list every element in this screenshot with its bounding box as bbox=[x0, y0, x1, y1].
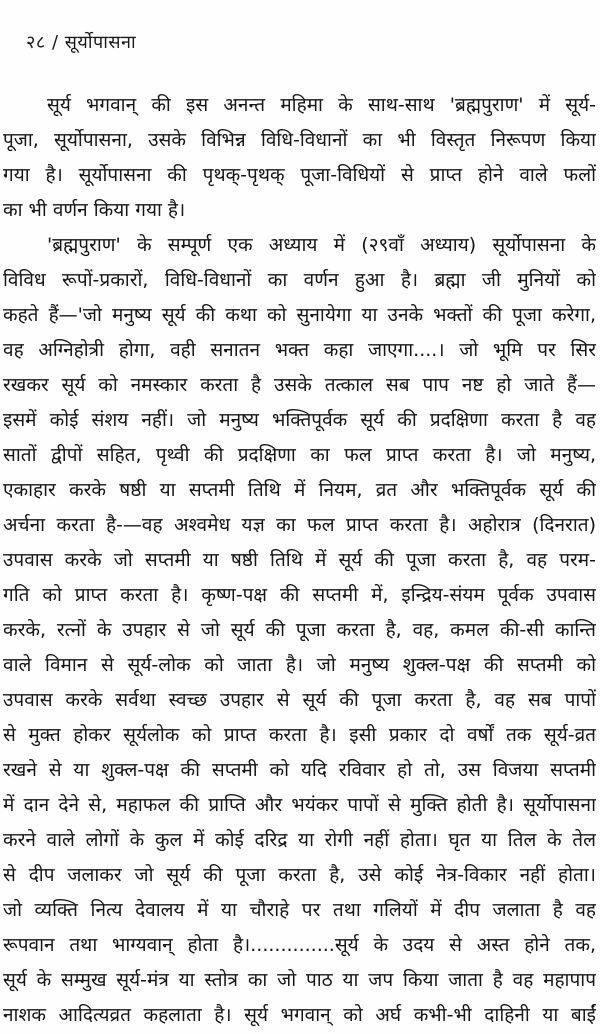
text-line: उपवास करके जो सप्तमी या षष्ठी तिथि में सूर्य की पूजा करता है, वह परम- bbox=[3, 549, 596, 571]
text-line: नाशक आदित्यव्रत कहलाता है। सूर्य भगवान् को अर्घ कभी-भी दाहिनी या बाईं bbox=[3, 1004, 596, 1026]
text-line: गति को प्राप्त करता है। कृष्ण-पक्ष की सप्तमी में, इन्द्रिय-संयम पूर्वक उपवास bbox=[3, 584, 596, 606]
text-line: इसमें कोई संशय नहीं। जो मनुष्य भक्तिपूर्वक सूर्य की प्रदक्षिणा करता है वह bbox=[3, 409, 596, 431]
text-line: जो व्यक्ति नित्य देवालय में या चौराहे पर तथा गलियों में दीप जलाता है वह bbox=[3, 899, 596, 921]
paragraph bbox=[3, 228, 596, 1033]
text-line: करके, रत्नों के उपहार से जो सूर्य की पूजा करता है, वह, कमल की-सी कान्ति bbox=[3, 619, 596, 641]
text-line: कहते हैं—'जो मनुष्य सूर्य की कथा को सुनायेगा या उनके भक्तों की पूजा करेगा, bbox=[3, 304, 596, 326]
text-line: रखकर सूर्य को नमस्कार करता है उसके तत्काल सब पाप नष्ट हो जाते हैं— bbox=[3, 374, 596, 396]
text-line: विविध रूपों-प्रकारों, विधि-विधानों का वर्णन हुआ है। ब्रह्मा जी मुनियों को bbox=[3, 269, 596, 291]
paragraph bbox=[3, 88, 596, 228]
text-line: में दान देने से, महाफल की प्राप्ति और भयंकर पापों से मुक्ति होती है। सूर्योपासना bbox=[3, 794, 596, 816]
text-line: सूर्य के सम्मुख सूर्य-मंत्र या स्तोत्र का जो पाठ या जप किया जाता है वह महापाप bbox=[3, 969, 596, 991]
text-line: वह अग्निहोत्री होगा, वही सनातन भक्त कहा जाएगा....। जो भूमि पर सिर bbox=[3, 339, 596, 361]
text-line: से मुक्त होकर सूर्यलोक को प्राप्त करता है। इसी प्रकार दो वर्षों तक सूर्य-व्रत bbox=[3, 724, 596, 746]
text-line: रूपवान तथा भाग्यवान् होता है।..............सूर्य के उदय से अस्त होने तक, bbox=[3, 934, 596, 956]
text-line: एकाहार करके षष्ठी या सप्तमी तिथि में नियम, व्रत और भक्तिपूर्वक सूर्य की bbox=[3, 479, 596, 501]
text-line: सातों द्वीपों सहित, पृथ्वी की प्रदक्षिणा का फल प्राप्त करता है। जो मनुष्य, bbox=[3, 444, 596, 466]
text-line: रखने से या शुक्ल-पक्ष की सप्तमी को यदि रविवार हो तो, उस विजया सप्तमी bbox=[3, 759, 596, 781]
page-header: २८ / सूर्योपासना bbox=[26, 32, 137, 53]
page-body bbox=[3, 88, 596, 1033]
text-line: गया है। सूर्योपासना की पृथक्-पृथक् पूजा-विधियों से प्राप्त होने वाले फलों bbox=[3, 164, 596, 186]
text-line: अर्चना करता है-—वह अश्वमेध यज्ञ का फल प्राप्त करता है। अहोरात्र (दिनरात) bbox=[3, 514, 596, 536]
text-line: पूजा, सूर्योपासना, उसके विभिन्न विधि-विधानों का भी विस्तृत निरूपण किया bbox=[3, 129, 596, 151]
text-line: का भी वर्णन किया गया है। bbox=[3, 199, 186, 221]
text-line: 'ब्रह्मपुराण' के सम्पूर्ण एक अध्याय में (२९वाँ अध्याय) सूर्योपासना के bbox=[47, 234, 596, 256]
text-line: वाले विमान से सूर्य-लोक को जाता है। जो मनुष्य शुक्ल-पक्ष की सप्तमी को bbox=[3, 654, 596, 676]
text-line: उपवास करके सर्वथा स्वच्छ उपहार से सूर्य की पूजा करता है, वह सब पापों bbox=[3, 689, 596, 711]
text-line: से दीप जलाकर जो सूर्य की पूजा करता है, उसे कोई नेत्र-विकार नहीं होता। bbox=[3, 864, 596, 886]
text-line: सूर्य भगवान् की इस अनन्त महिमा के साथ-साथ 'ब्रह्मपुराण' में सूर्य- bbox=[47, 94, 596, 116]
text-line: करने वाले लोगों के कुल में कोई दरिद्र या रोगी नहीं होता। घृत या तिल के तेल bbox=[3, 829, 596, 851]
